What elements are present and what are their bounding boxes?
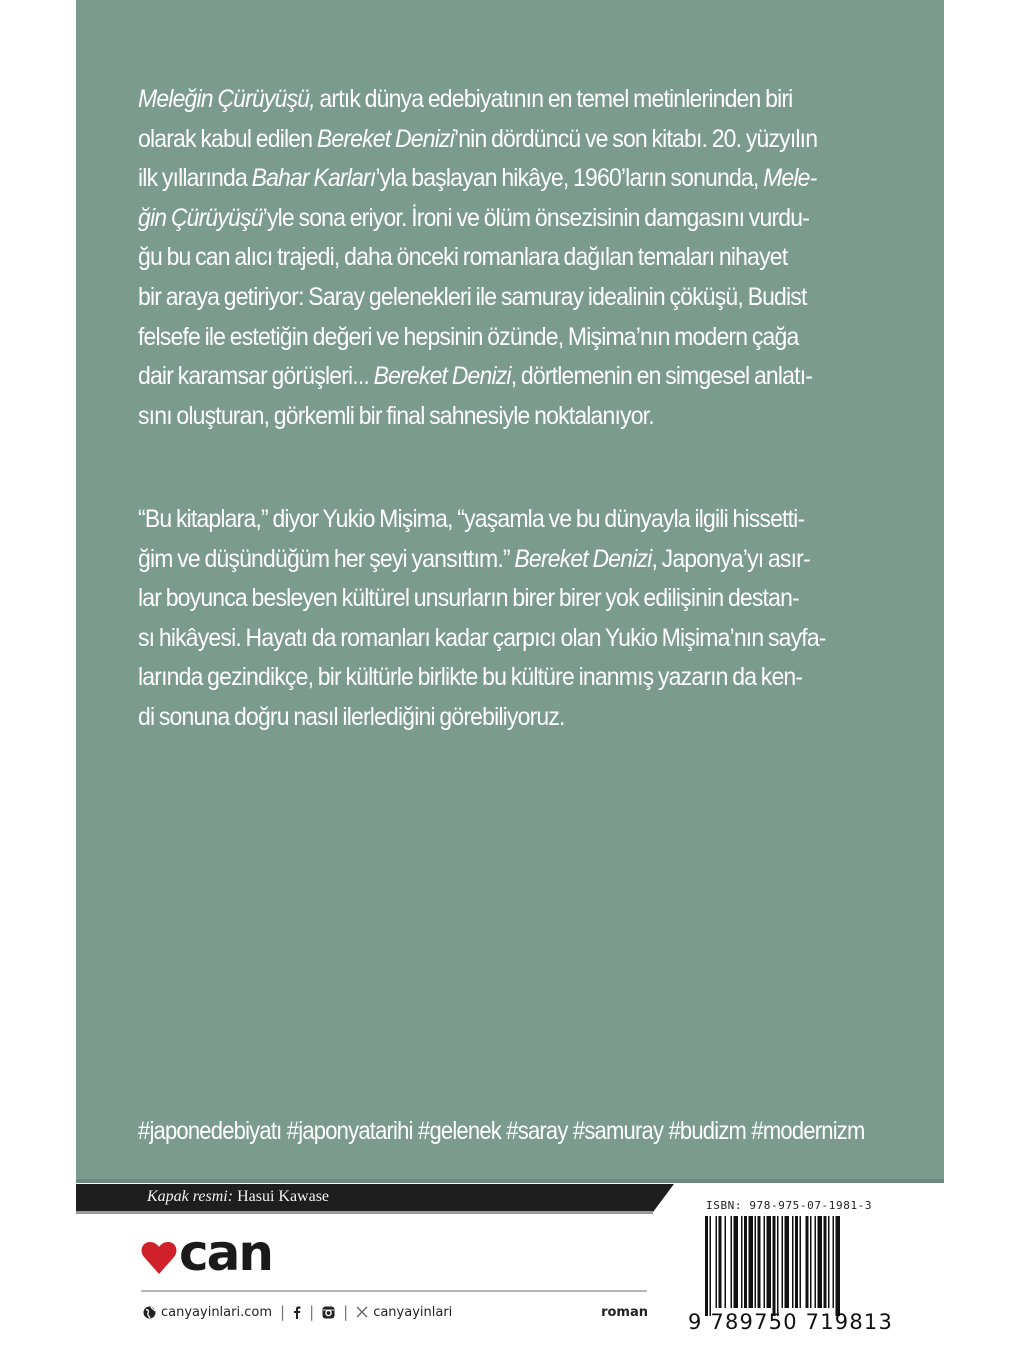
text-line: ğin Çürüyüşü’yle sona eriyor. İroni ve ölüm önsezisinin damgasını vurdu- [138,203,810,232]
text-line: ğu bu can alıcı trajedi, daha önceki romanlara dağılan temaları nihayet [138,243,788,272]
blurb-paragraph-1 [138,80,870,436]
text-line: sı hikâyesi. Hayatı da romanları kadar çarpıcı olan Yukio Mişima’nın sayfa- [138,623,826,652]
x-icon[interactable] [356,1306,368,1318]
barcode [705,1216,877,1321]
cover-credit [147,1188,329,1206]
text-line: “Bu kitaplara,” diyor Yukio Mişima, “yaşamla ve bu dünyayla ilgili hissetti- [138,505,805,533]
text-line: felsefe ile estetiğin değeri ve hepsinin özünde, Mişima’nın modern çağa [138,322,799,351]
text-line: ğim ve düşündüğüm her şeyi yansıttım.” Bereket Denizi, Japonya’yı asır- [138,544,810,573]
text-line: bir araya getiriyor: Saray gelenekleri ile samuray idealinin çöküşü, Budist [138,282,807,311]
text-line: di sonuna doğru nasıl ilerlediğini görebiliyoruz. [138,702,565,731]
publisher-logo [141,1224,272,1282]
separator: | [309,1303,315,1321]
separator: | [343,1303,349,1321]
genre-label: roman [601,1304,648,1320]
footer-divider [141,1290,647,1292]
barcode-digits: 9 789750 719813 [688,1310,894,1334]
heart-icon [141,1241,177,1275]
x-handle-link[interactable]: canyayinlari [373,1304,453,1320]
publisher-footer [143,1302,648,1322]
hashtags: #japonedebiyatı #japonyatarihi #gelenek #saray #samuray #budizm #modernizm [138,1117,865,1145]
separator: | [280,1303,286,1321]
blurb-paragraph-2 [138,500,870,738]
credit-band-shadow [76,1211,653,1214]
text-line: olarak kabul edilen Bereket Denizi’nin dördüncü ve son kitabı. 20. yüzyılın [138,124,818,153]
website-link[interactable]: canyayinlari.com [161,1304,272,1320]
text-line: Meleğin Çürüyüşü, artık dünya edebiyatının en temel metinlerinden biri [138,85,793,113]
globe-icon [143,1306,156,1319]
text-line: lar boyunca besleyen kültürel unsurların birer birer yok edilişinin destan- [138,584,799,613]
logo-wordmark: can [179,1224,272,1282]
text-line: ilk yıllarında Bahar Karları’yla başlayan hikâye, 1960’ların sonunda, Mele- [138,164,817,193]
credit-artist: Hasui Kawase [233,1188,330,1205]
credit-label: Kapak resmi: [147,1188,234,1205]
text-line: dair karamsar görüşleri... Bereket Denizi, dörtlemenin en simgesel anlatı- [138,362,813,391]
text-line: larında gezindikçe, bir kültürle birlikte bu kültüre inanmış yazarın da ken- [138,663,803,692]
isbn-label: ISBN: 978-975-07-1981-3 [706,1199,873,1212]
panel-bottom-edge [76,1179,944,1183]
text-line: sını oluşturan, görkemli bir final sahnesiyle noktalanıyor. [138,401,654,430]
instagram-icon[interactable] [322,1306,335,1319]
facebook-icon[interactable] [293,1306,301,1319]
